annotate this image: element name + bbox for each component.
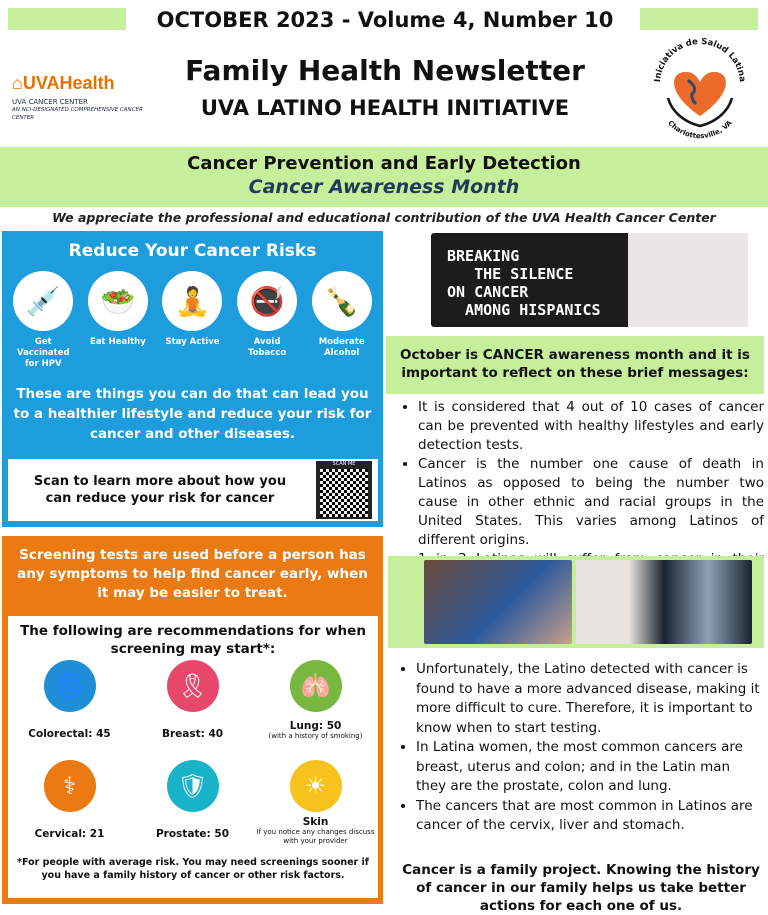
logo-bottom-text: Charlottesville, VA: [666, 118, 734, 141]
scan-me-label: SCAN ME: [332, 461, 356, 467]
risk-item-active: [160, 271, 224, 370]
screening-recommendations: [8, 616, 378, 898]
closing-message: Cancer is a family project. Knowing the history of cancer in our family helps us take better actions for each one of us.: [402, 862, 760, 914]
screening-label: Skin: [302, 816, 329, 828]
screening-cervical: [8, 760, 131, 840]
screening-footnote: *For people with average risk. You may need screenings sooner if you have a family history of cancer or other risk factors.: [17, 857, 369, 881]
screening-label: Colorectal: 45: [28, 728, 111, 740]
risk-description: These are things you can do that can lead you to a healthier lifestyle and reduce your risk for cancer and other diseases.: [13, 386, 372, 442]
risk-item-tobacco: [235, 271, 299, 370]
svg-text:Iniciativa de Salud Latina: [653, 37, 747, 83]
syringe-icon: 💉: [13, 271, 73, 331]
risk-icon-row: [2, 271, 383, 370]
risk-label: Avoid Tobacco: [247, 337, 287, 358]
screening-skin: [254, 760, 377, 846]
fact-item: • Cancer is the number one cause of death in Latinos as opposed to being the number two cause in other ethnic and racial groups in the United States. This varies among Latinos of different origins.: [418, 455, 764, 550]
logo-top-text: Iniciativa de Salud Latina: [653, 36, 748, 83]
issue-title: OCTOBER 2023 - Volume 4, Number 10: [156, 8, 614, 32]
plate-icon: 🥗: [88, 271, 148, 331]
svg-text:Charlottesville, VA: [666, 119, 734, 141]
facts-list-bottom: [398, 660, 760, 836]
silence-line: AMONG HISPANICS: [447, 301, 601, 319]
reduce-risk-panel: [2, 231, 383, 527]
screening-label: Breast: 40: [161, 728, 224, 740]
photo-strip: [388, 556, 764, 648]
risk-label: Eat Healthy: [90, 337, 146, 347]
reduce-risk-heading: Reduce Your Cancer Risks: [68, 241, 317, 261]
october-heading-box: October is CANCER awareness month and it is important to reflect on these brief messages:: [386, 336, 764, 394]
screening-colorectal: [8, 660, 131, 740]
uva-rotunda-icon: ⌂: [12, 73, 23, 93]
risk-label: Moderate Alcohol: [318, 337, 365, 358]
uva-health-logo: [12, 73, 152, 122]
screening-note: (with a history of smoking): [268, 732, 363, 740]
scan-text: Scan to learn more about how you can reduce your risk for cancer: [33, 474, 287, 506]
fact-item: • Unfortunately, the Latino detected with cancer is found to have a more advanced disease, making it more difficult to cure. Therefore, it is important to know when to start testing.: [416, 660, 760, 738]
breaking-silence-image: [431, 233, 748, 327]
screening-heading: Screening tests are used before a person has any symptoms to help find cancer early, when it may be easier to treat.: [17, 547, 368, 601]
risk-label: Stay Active: [165, 337, 220, 347]
topic-band: [0, 147, 768, 207]
risk-item-alcohol: [310, 271, 374, 370]
silence-line: THE SILENCE: [447, 265, 574, 283]
torn-paper-graphic: [628, 233, 748, 327]
recommendation-heading: The following are recommendations for when screening may start*:: [20, 623, 366, 657]
latino-initiative-logo: [650, 36, 750, 146]
screening-label: Lung: 50: [289, 720, 342, 732]
family-photo: [424, 560, 572, 644]
fact-item: • In Latina women, the most common cancers are breast, uterus and colon; and in the Latin man they are the prostate, colon and lung.: [416, 738, 760, 797]
newsletter-title: Family Health Newsletter: [185, 54, 585, 87]
fact-item: • It is considered that 4 out of 10 cases of cancer can be prevented with healthy lifestyles and early detection tests.: [418, 398, 764, 455]
screening-note: If you notice any changes discuss with your provider: [256, 828, 375, 845]
qr-pattern-icon: [320, 469, 368, 517]
top-left-green-bar: [8, 8, 126, 30]
topic-title: Cancer Prevention and Early Detection: [187, 153, 581, 174]
fact-item: • The cancers that are most common in Latinos are cancer of the cervix, liver and stomach.: [416, 797, 760, 836]
screening-panel: [2, 536, 383, 904]
topic-subtitle: Cancer Awareness Month: [248, 176, 520, 198]
uva-logo-line2: AN NCI-DESIGNATED COMPREHENSIVE CANCER CENTER: [12, 107, 143, 121]
scan-box: [8, 459, 378, 521]
uva-logo-line1: UVA CANCER CENTER: [12, 98, 88, 106]
risk-item-eat: [86, 271, 150, 370]
xray-photo: [576, 560, 752, 644]
silence-line: ON CANCER: [447, 283, 529, 301]
lungs-icon: 🫁: [290, 660, 342, 712]
bottle-icon: 🍾: [312, 271, 372, 331]
no-smoking-icon: 🚭: [237, 271, 297, 331]
screening-label: Cervical: 21: [34, 828, 105, 840]
initiative-title: UVA LATINO HEALTH INITIATIVE: [200, 96, 570, 120]
screening-lung: [254, 660, 377, 741]
screening-label: Prostate: 50: [155, 828, 230, 840]
silence-text: [447, 247, 601, 319]
risk-item-hpv: [11, 271, 75, 370]
yoga-icon: 🧘: [162, 271, 222, 331]
risk-label: Get Vaccinated for HPV: [17, 337, 70, 369]
prostate-icon: 🛡: [167, 760, 219, 812]
heart-hands-icon: [650, 36, 750, 146]
silence-line: BREAKING: [447, 247, 520, 265]
uterus-icon: ⚕: [44, 760, 96, 812]
screening-breast: [131, 660, 254, 740]
qr-code[interactable]: [316, 461, 372, 519]
top-right-green-bar: [640, 8, 758, 30]
uva-brand-text: UVAHealth: [22, 73, 115, 93]
appreciation-note: We appreciate the professional and educational contribution of the UVA Health Cancer Center: [52, 210, 716, 225]
skin-icon: ☀: [290, 760, 342, 812]
breast-icon: 🎗: [167, 660, 219, 712]
screening-prostate: [131, 760, 254, 840]
colon-icon: 🌀: [44, 660, 96, 712]
